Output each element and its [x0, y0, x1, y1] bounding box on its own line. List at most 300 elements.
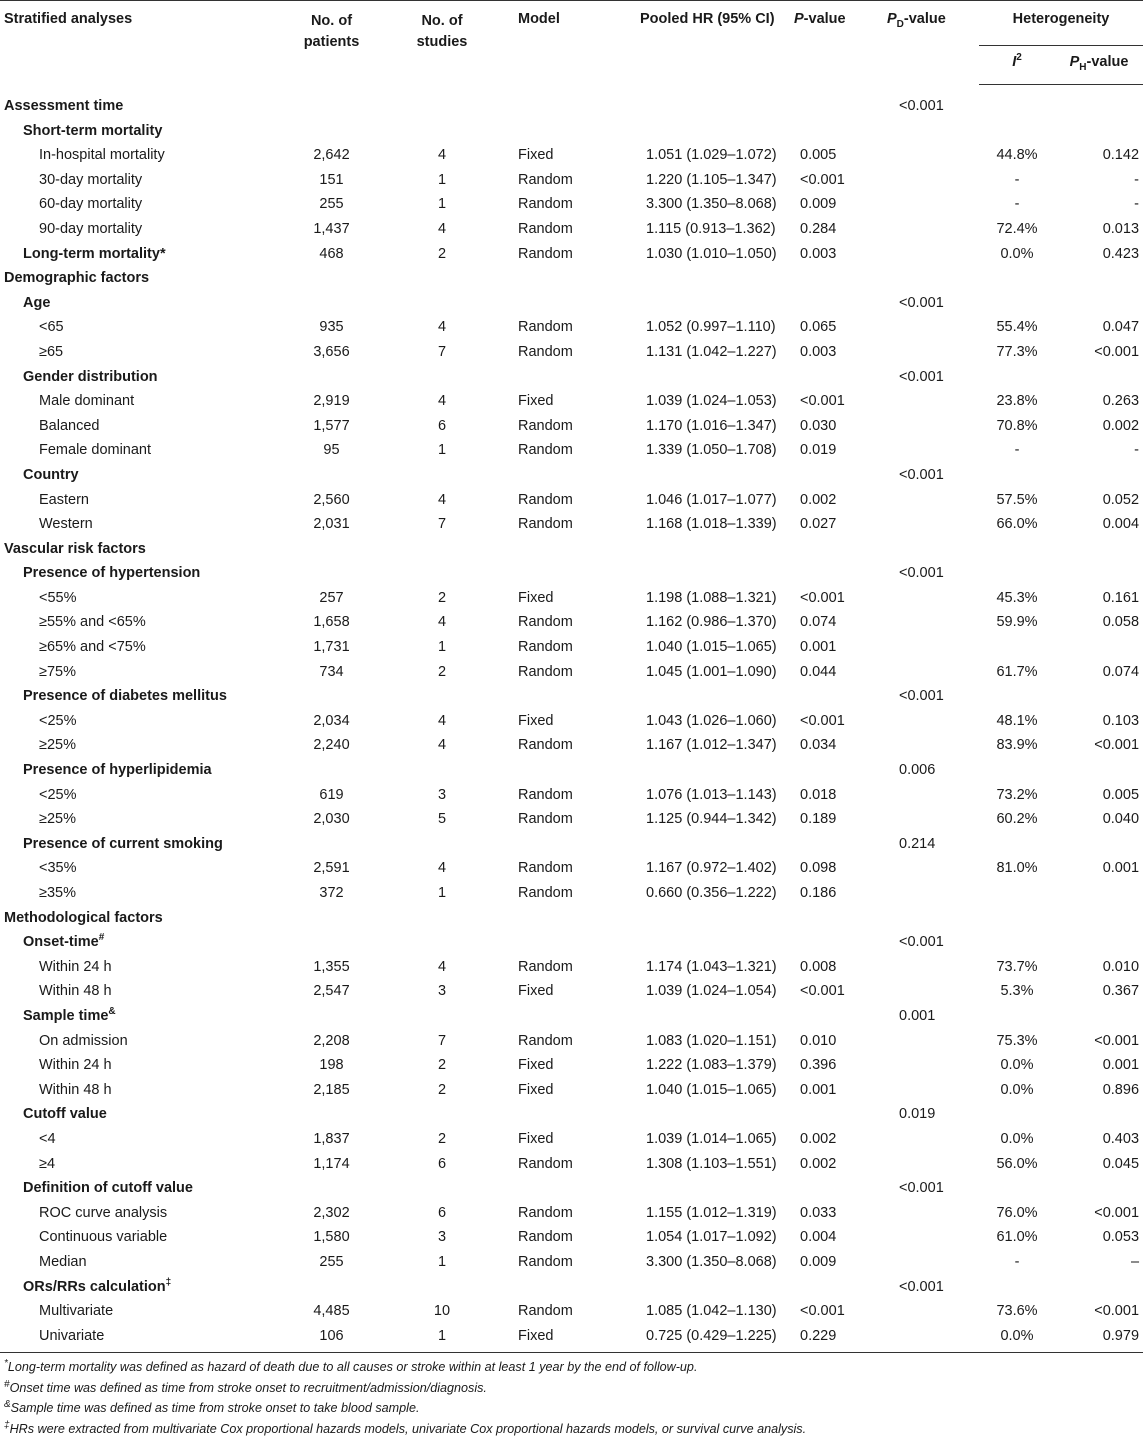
cell-i2: 61.7% [996, 663, 1038, 680]
cell-studies: 2 [437, 663, 447, 680]
row-label: Short-term mortality [23, 122, 163, 139]
cell-hr [616, 365, 794, 390]
cell-pd: <0.001 [899, 97, 944, 114]
cell-pd: 0.001 [899, 1007, 936, 1024]
table-row [0, 266, 1143, 291]
cell-ph: 0.979 [1055, 1324, 1143, 1353]
cell-pd [887, 733, 979, 758]
row-label: ≥4 [39, 1155, 56, 1172]
cell-ph [1055, 365, 1143, 390]
cell-ph: <0.001 [1094, 1303, 1140, 1320]
cell-model: Random [518, 786, 573, 803]
cell-pd [887, 1053, 979, 1078]
cell-model: Random [518, 860, 573, 877]
cell-model: Fixed [518, 1130, 554, 1147]
cell-i2: 81.0% [996, 860, 1038, 877]
cell-model [504, 906, 616, 931]
cell-ph: <0.001 [1094, 1204, 1140, 1221]
cell-p: <0.001 [800, 393, 845, 410]
cell-i2: 23.8% [996, 393, 1038, 410]
cell-patients [283, 684, 380, 709]
cell-patients: 734 [319, 663, 344, 680]
row-label: Assessment time [4, 97, 124, 114]
cell-model: Random [518, 737, 573, 754]
cell-patients: 1,577 [313, 417, 350, 434]
cell-p: <0.001 [800, 983, 845, 1000]
cell-pd [887, 512, 979, 537]
cell-model [504, 365, 616, 390]
cell-patients: 1,355 [313, 958, 350, 975]
row-label: Multivariate [39, 1303, 114, 1320]
cell-hr: 3.300 (1.350–8.068) [646, 196, 777, 213]
row-label: Univariate [0, 1324, 283, 1353]
cell-studies: 6 [437, 1204, 447, 1221]
cell-p: 0.189 [800, 811, 837, 828]
cell-ph: - [1134, 442, 1140, 459]
cell-patients [283, 906, 380, 931]
cell-studies: 3 [437, 983, 447, 1000]
cell-ph: 0.896 [1102, 1081, 1140, 1098]
cell-patients [283, 758, 380, 783]
table-row [0, 1029, 1143, 1054]
cell-patients: 2,919 [313, 393, 350, 410]
cell-model: Random [518, 319, 573, 336]
cell-i2: 60.2% [996, 811, 1038, 828]
cell-pd [887, 488, 979, 513]
cell-model: Random [518, 171, 573, 188]
cell-patients: 2,030 [313, 811, 350, 828]
cell-studies [380, 906, 504, 931]
row-label: Within 48 h [39, 1081, 112, 1098]
cell-i2: 76.0% [996, 1204, 1038, 1221]
cell-p: 0.008 [800, 958, 837, 975]
cell-studies [380, 758, 504, 783]
cell-pd [887, 1225, 979, 1250]
cell-p [794, 537, 887, 562]
cell-i2: 0.0% [979, 1324, 1055, 1353]
cell-model: Random [518, 1032, 573, 1049]
cell-patients: 95 [323, 442, 340, 459]
cell-hr: 1.170 (1.016–1.347) [646, 417, 777, 434]
cell-p: 0.033 [800, 1204, 837, 1221]
row-label: <55% [39, 589, 77, 606]
header-heterogeneity: Heterogeneity [979, 1, 1143, 46]
cell-ph [1055, 537, 1143, 562]
cell-studies: 2 [437, 1130, 447, 1147]
cell-studies [380, 1275, 504, 1300]
footnote-mark: # [98, 932, 105, 944]
cell-studies: 5 [437, 811, 447, 828]
cell-p: 0.001 [800, 639, 837, 656]
cell-i2: 77.3% [996, 343, 1038, 360]
cell-hr [616, 832, 794, 857]
footnote [4, 1419, 1139, 1439]
cell-patients: 1,174 [313, 1155, 350, 1172]
cell-pd [887, 1201, 979, 1226]
cell-p [794, 365, 887, 390]
cell-studies: 7 [437, 516, 447, 533]
table-header [0, 1, 1143, 85]
cell-i2 [979, 906, 1055, 931]
table-row [0, 979, 1143, 1004]
cell-studies: 4 [437, 319, 447, 336]
cell-ph: 0.074 [1102, 663, 1140, 680]
cell-model: Random [518, 663, 573, 680]
cell-pd: <0.001 [899, 688, 944, 705]
cell-pd [887, 709, 979, 734]
cell-studies: 7 [437, 343, 447, 360]
row-label: <25% [39, 712, 77, 729]
header-studies: No. of studies [380, 1, 504, 85]
row-label: Eastern [39, 491, 89, 508]
table-row [0, 1053, 1143, 1078]
cell-p: 0.002 [800, 1155, 837, 1172]
cell-patients: 198 [319, 1057, 344, 1074]
cell-ph: 0.058 [1102, 614, 1140, 631]
cell-p: 0.186 [800, 885, 837, 901]
cell-hr: 1.039 (1.014–1.065) [646, 1130, 777, 1147]
cell-model: Random [518, 885, 573, 901]
cell-p: 0.009 [800, 196, 837, 213]
cell-i2: 70.8% [996, 417, 1038, 434]
table-row [0, 1102, 1143, 1127]
footnote-text: Sample time was defined as time from stroke onset to take blood sample. [10, 1401, 420, 1416]
cell-i2: 59.9% [996, 614, 1038, 631]
cell-p [794, 266, 887, 291]
cell-patients: 2,547 [313, 983, 350, 1000]
table-row [0, 881, 1143, 906]
cell-i2: 0.0% [1000, 1081, 1034, 1098]
cell-i2 [979, 758, 1055, 783]
cell-patients [283, 1275, 380, 1300]
row-label: Within 24 h [39, 958, 112, 975]
cell-i2 [979, 1102, 1055, 1127]
footnote-mark: ‡ [4, 1419, 10, 1431]
cell-i2: 44.8% [996, 147, 1038, 164]
cell-hr: 1.043 (1.026–1.060) [646, 712, 777, 729]
cell-hr: 1.131 (1.042–1.227) [646, 343, 777, 360]
footnote-text: Long-term mortality was defined as hazard of death due to all causes or stroke within at least 1 year by the end of follow-up. [7, 1360, 698, 1375]
cell-p: <0.001 [800, 1303, 845, 1320]
cell-pd [887, 266, 979, 291]
cell-hr: 1.167 (0.972–1.402) [646, 860, 777, 877]
cell-patients: 2,034 [313, 712, 350, 729]
row-label: Presence of hypertension [23, 565, 201, 582]
cell-studies [380, 85, 504, 119]
table-row [0, 168, 1143, 193]
cell-studies: 1 [437, 171, 447, 188]
row-label: 60-day mortality [39, 196, 143, 213]
cell-model: Fixed [518, 712, 554, 729]
header-p-value: P-value [794, 1, 887, 85]
cell-i2: - [1014, 171, 1020, 188]
cell-ph: 0.005 [1102, 786, 1140, 803]
cell-model: Random [518, 1303, 573, 1320]
cell-pd: 0.214 [899, 835, 936, 852]
row-label: On admission [39, 1032, 128, 1049]
cell-pd [887, 856, 979, 881]
cell-i2: 83.9% [996, 737, 1038, 754]
cell-p: 0.009 [800, 1253, 837, 1270]
cell-ph: 0.423 [1102, 245, 1140, 262]
cell-patients: 2,642 [313, 147, 350, 164]
footnote-mark: ‡ [165, 1276, 172, 1288]
row-label: ≥75% [39, 663, 76, 680]
cell-patients [283, 119, 380, 144]
cell-hr: 3.300 (1.350–8.068) [646, 1253, 777, 1270]
row-label: Male dominant [39, 393, 135, 410]
cell-ph: 0.002 [1102, 417, 1140, 434]
cell-pd [887, 217, 979, 242]
cell-p: 0.284 [800, 220, 837, 237]
cell-i2: 73.7% [996, 958, 1038, 975]
cell-p: 0.003 [800, 245, 837, 262]
cell-hr: 1.222 (1.083–1.379) [646, 1057, 777, 1074]
row-label: ORs/RRs calculation‡ [23, 1276, 172, 1295]
table-body [0, 85, 1143, 1353]
row-label: ≥35% [39, 885, 76, 901]
cell-ph: 0.052 [1102, 491, 1140, 508]
cell-studies [380, 266, 504, 291]
table-row [0, 463, 1143, 488]
cell-hr: 1.339 (1.050–1.708) [646, 442, 777, 459]
cell-p: <0.001 [800, 171, 845, 188]
table-row [0, 315, 1143, 340]
footnote [4, 1398, 1139, 1419]
cell-p: <0.001 [800, 712, 845, 729]
cell-studies: 4 [437, 614, 447, 631]
cell-patients: 2,031 [313, 516, 350, 533]
cell-ph [1055, 291, 1143, 316]
footnote-mark: # [4, 1378, 10, 1390]
cell-i2 [979, 537, 1055, 562]
table-row [0, 414, 1143, 439]
table-row [0, 291, 1143, 316]
row-label: Presence of current smoking [23, 835, 223, 852]
cell-model: Random [518, 196, 573, 213]
cell-pd [887, 1152, 979, 1177]
cell-pd [887, 414, 979, 439]
cell-hr [616, 537, 794, 562]
table-row [0, 561, 1143, 586]
row-label: Female dominant [39, 442, 152, 459]
cell-i2 [979, 635, 1055, 660]
cell-pd [887, 979, 979, 1004]
cell-pd: <0.001 [899, 294, 944, 311]
cell-studies: 4 [437, 737, 447, 754]
cell-patients: 1,731 [313, 639, 350, 656]
cell-p: 0.044 [800, 663, 837, 680]
cell-p: 0.229 [794, 1324, 887, 1353]
cell-hr: 1.030 (1.010–1.050) [646, 245, 777, 262]
cell-studies [380, 537, 504, 562]
cell-hr: 1.052 (0.997–1.110) [646, 319, 776, 336]
cell-ph [1055, 832, 1143, 857]
cell-patients [283, 832, 380, 857]
cell-ph [1055, 684, 1143, 709]
cell-ph: – [1130, 1253, 1140, 1270]
cell-ph: 0.142 [1102, 147, 1140, 164]
cell-p: 0.027 [800, 516, 837, 533]
table-row [0, 365, 1143, 390]
cell-i2: 57.5% [996, 491, 1038, 508]
cell-i2: - [1014, 442, 1020, 459]
cell-pd: 0.006 [899, 762, 936, 779]
table-row [0, 340, 1143, 365]
table-row [0, 1152, 1143, 1177]
cell-pd [887, 807, 979, 832]
cell-pd: <0.001 [899, 565, 944, 582]
footnote-text: HRs were extracted from multivariate Cox proportional hazards models, univariate Cox proportional hazards models, or survival curve analysis. [9, 1421, 807, 1436]
cell-patients: 106 [283, 1324, 380, 1353]
cell-studies: 4 [437, 712, 447, 729]
cell-pd [887, 1127, 979, 1152]
cell-studies: 7 [437, 1032, 447, 1049]
cell-p: 0.002 [800, 491, 837, 508]
cell-p: 0.003 [800, 343, 837, 360]
header-model: Model [504, 1, 616, 85]
cell-hr [616, 930, 794, 955]
cell-model: Fixed [518, 1081, 554, 1098]
cell-pd: <0.001 [899, 1278, 944, 1295]
cell-studies: 10 [433, 1303, 451, 1320]
cell-ph [1055, 85, 1143, 119]
cell-p [794, 1275, 887, 1300]
cell-ph: 0.053 [1102, 1229, 1140, 1246]
cell-model: Random [518, 220, 573, 237]
cell-hr [616, 758, 794, 783]
row-label: 90-day mortality [39, 220, 143, 237]
row-label: Definition of cutoff value [23, 1180, 193, 1197]
cell-p: 0.005 [800, 147, 837, 164]
cell-p [794, 930, 887, 955]
cell-hr [616, 906, 794, 931]
row-label: Balanced [39, 417, 100, 434]
cell-hr [616, 266, 794, 291]
cell-studies [380, 1004, 504, 1029]
cell-ph [1055, 758, 1143, 783]
cell-studies [380, 291, 504, 316]
cell-ph: - [1134, 196, 1140, 213]
cell-ph: <0.001 [1094, 737, 1140, 754]
cell-patients: 1,658 [313, 614, 350, 631]
cell-patients: 2,302 [313, 1204, 350, 1221]
cell-p [794, 832, 887, 857]
cell-studies: 2 [437, 1081, 447, 1098]
table-row [0, 85, 1143, 119]
cell-model: Fixed [518, 393, 554, 410]
table-row [0, 512, 1143, 537]
cell-p [794, 561, 887, 586]
cell-hr: 1.174 (1.043–1.321) [646, 958, 777, 975]
cell-i2: 66.0% [996, 516, 1038, 533]
cell-model: Random [518, 958, 573, 975]
cell-hr: 1.155 (1.012–1.319) [646, 1204, 777, 1221]
cell-studies [380, 684, 504, 709]
row-label: Sample time& [23, 1006, 116, 1024]
table-row [0, 488, 1143, 513]
cell-ph [1055, 930, 1143, 955]
cell-studies: 6 [437, 417, 447, 434]
cell-hr: 1.167 (1.012–1.347) [646, 737, 777, 754]
cell-hr [616, 1004, 794, 1029]
cell-pd [887, 1299, 979, 1324]
cell-studies: 3 [437, 786, 447, 803]
cell-i2: 55.4% [996, 319, 1038, 336]
cell-model [504, 1102, 616, 1127]
row-label: Continuous variable [39, 1229, 168, 1246]
cell-hr: 1.076 (1.013–1.143) [646, 786, 777, 803]
cell-patients: 255 [319, 1253, 344, 1270]
cell-patients: 3,656 [313, 343, 350, 360]
cell-pd: 0.019 [899, 1106, 936, 1123]
cell-i2 [979, 463, 1055, 488]
header-ph-value: $P_H$-value [1055, 46, 1143, 85]
cell-patients [283, 930, 380, 955]
cell-pd [887, 955, 979, 980]
row-label: Methodological factors [4, 909, 163, 926]
cell-hr: 1.220 (1.105–1.347) [646, 171, 777, 188]
row-label: Presence of hyperlipidemia [23, 762, 212, 779]
table-row [0, 1078, 1143, 1103]
cell-model: Random [518, 639, 573, 656]
cell-studies: 4 [437, 958, 447, 975]
cell-studies: 2 [437, 245, 447, 262]
row-label: Demographic factors [4, 270, 150, 287]
row-label: Long-term mortality* [23, 245, 166, 262]
cell-model [504, 266, 616, 291]
row-label: Within 24 h [39, 1057, 112, 1074]
cell-pd [887, 340, 979, 365]
header-pooled-hr: Pooled HR (95% CI) [616, 1, 794, 85]
cell-model [504, 463, 616, 488]
cell-ph [1055, 1102, 1143, 1127]
cell-hr [616, 463, 794, 488]
cell-hr [616, 1102, 794, 1127]
cell-model: Random [518, 245, 573, 262]
cell-p: 0.004 [800, 1229, 837, 1246]
cell-ph: 0.367 [1102, 983, 1140, 1000]
cell-hr: 0.660 (0.356–1.222) [646, 885, 777, 901]
cell-patients: 257 [319, 589, 344, 606]
cell-ph [1055, 119, 1143, 144]
cell-model: Random [518, 1204, 573, 1221]
cell-studies: 1 [437, 442, 447, 459]
cell-studies: 4 [437, 393, 447, 410]
cell-model: Random [518, 343, 573, 360]
table-row [0, 684, 1143, 709]
cell-model [504, 684, 616, 709]
cell-patients: 468 [319, 245, 344, 262]
cell-model: Random [518, 1253, 573, 1270]
cell-ph [1055, 1176, 1143, 1201]
cell-pd [887, 1029, 979, 1054]
cell-studies [380, 365, 504, 390]
table-row [0, 856, 1143, 881]
cell-i2 [979, 85, 1055, 119]
cell-i2 [979, 365, 1055, 390]
cell-pd [887, 315, 979, 340]
cell-pd [887, 1250, 979, 1275]
table-row [0, 1201, 1143, 1226]
cell-i2 [979, 881, 1055, 906]
cell-hr: 1.046 (1.017–1.077) [646, 491, 777, 508]
cell-pd [887, 783, 979, 808]
cell-pd [887, 143, 979, 168]
cell-hr: 1.162 (0.986–1.370) [646, 614, 777, 631]
row-label: ≥25% [39, 737, 76, 754]
cell-model [504, 119, 616, 144]
